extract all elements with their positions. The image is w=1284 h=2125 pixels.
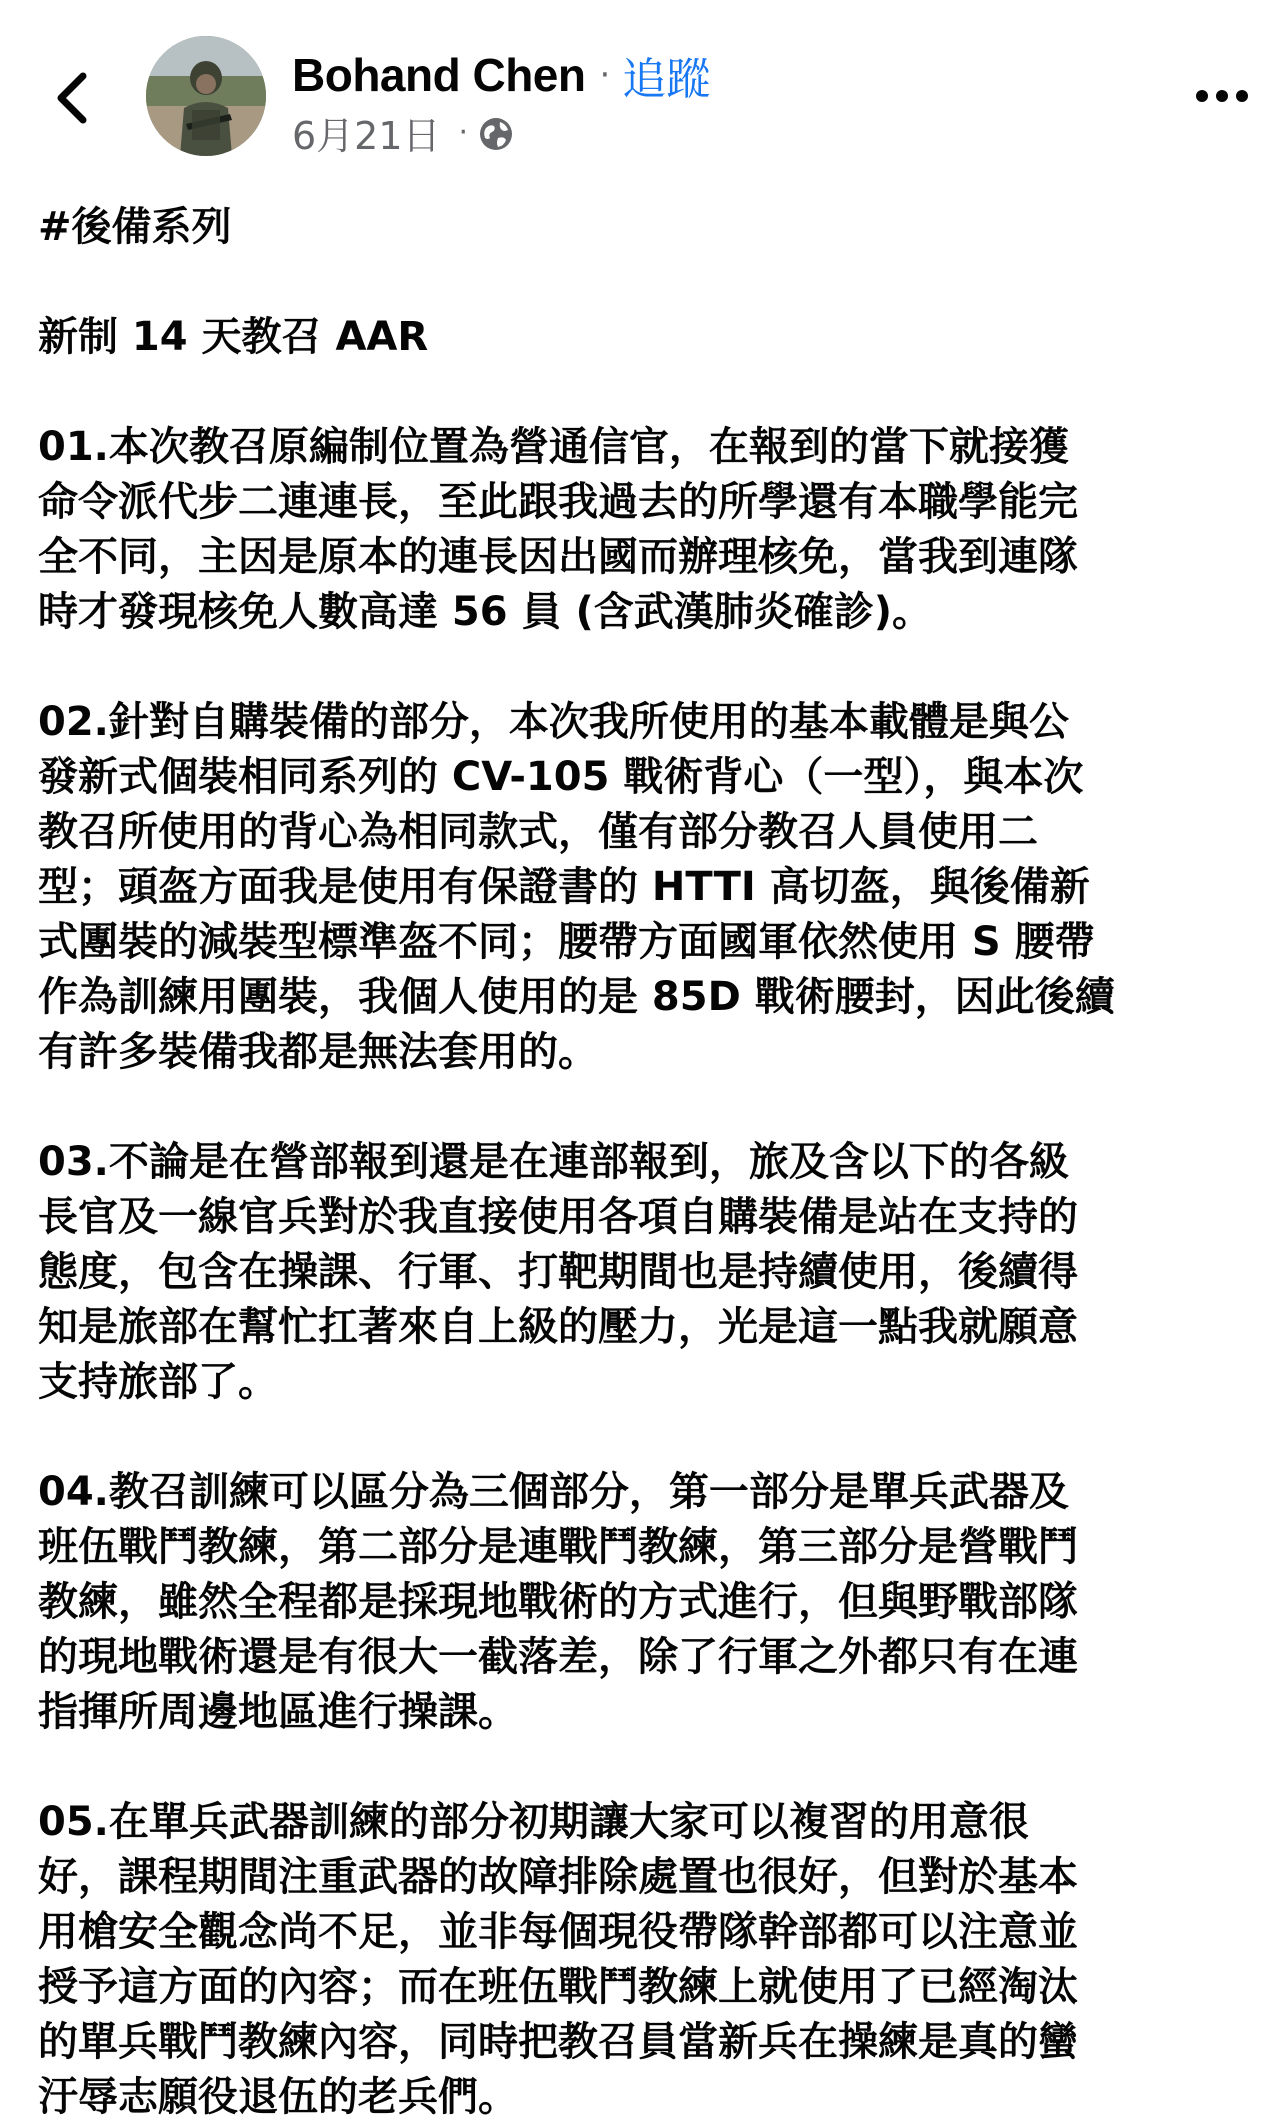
paragraph-line: 班伍戰鬥教練，第二部分是連戰鬥教練，第三部分是營戰鬥 [38, 1524, 1078, 1570]
paragraph-line: 教召所使用的背心為相同款式，僅有部分教召人員使用二 [38, 809, 1038, 855]
paragraph-line: 的單兵戰鬥教練內容，同時把教召員當新兵在操練是真的蠻 [38, 2019, 1078, 2065]
paragraph-gap [38, 1740, 1256, 1795]
paragraph-line: 全不同，主因是原本的連長因出國而辦理核免，當我到連隊 [38, 534, 1078, 580]
more-options-button[interactable] [1192, 76, 1252, 116]
author-row [292, 44, 710, 106]
paragraph-line: 03.不論是在營部報到還是在連部報到，旅及含以下的各級 [38, 1139, 1069, 1185]
post-body [38, 200, 1256, 2125]
paragraph-line: 有許多裝備我都是無法套用的。 [38, 1029, 598, 1075]
paragraph-line: 好，課程期間注重武器的故障排除處置也很好，但對於基本 [38, 1854, 1078, 1900]
paragraph-line: 01.本次教召原編制位置為營通信官，在報到的當下就接獲 [38, 424, 1069, 470]
paragraph-line: 發新式個裝相同系列的 CV-105 戰術背心（一型），與本次 [38, 754, 1084, 800]
paragraph-line: 式團裝的減裝型標準盔不同；腰帶方面國軍依然使用 S 腰帶 [38, 919, 1095, 965]
paragraph-01 [38, 420, 1256, 640]
globe-icon [478, 116, 514, 152]
post-header [0, 0, 1284, 190]
chevron-left-icon [55, 72, 89, 124]
name-separator: · [599, 55, 611, 95]
avatar[interactable] [146, 36, 266, 156]
follow-button[interactable]: 追蹤 [622, 54, 711, 105]
post-date[interactable]: 6月21日 [292, 113, 441, 158]
paragraph-line: 作為訓練用團裝，我個人使用的是 85D 戰術腰封，因此後續 [38, 974, 1115, 1020]
paragraph-02 [38, 695, 1256, 1080]
meta-separator: · [458, 114, 469, 150]
author-name[interactable]: Bohand Chen [292, 49, 586, 101]
more-horizontal-icon [1195, 89, 1249, 103]
paragraph-03 [38, 1135, 1256, 1410]
back-button[interactable] [46, 64, 98, 132]
paragraph-line: 知是旅部在幫忙扛著來自上級的壓力，光是這一點我就願意 [38, 1304, 1078, 1350]
paragraph-gap [38, 255, 1256, 310]
paragraph-line: 態度，包含在操課、行軍、打靶期間也是持續使用，後續得 [38, 1249, 1078, 1295]
paragraph-line: 指揮所周邊地區進行操課。 [38, 1689, 518, 1735]
paragraph-line: 時才發現核免人數高達 56 員 (含武漢肺炎確診)。 [38, 589, 933, 635]
paragraph-gap [38, 365, 1256, 420]
paragraph-line: 授予這方面的內容；而在班伍戰鬥教練上就使用了已經淘汰 [38, 1964, 1078, 2010]
paragraph-gap [38, 1080, 1256, 1135]
paragraph-line: 02.針對自購裝備的部分，本次我所使用的基本載體是與公 [38, 699, 1069, 745]
paragraph-05 [38, 1795, 1256, 2125]
post-hashtag[interactable]: #後備系列 [38, 204, 232, 250]
paragraph-line: 的現地戰術還是有很大一截落差，除了行軍之外都只有在連 [38, 1634, 1078, 1680]
post-title: 新制 14 天教召 AAR [38, 314, 429, 360]
paragraph-line: 用槍安全觀念尚不足，並非每個現役帶隊幹部都可以注意並 [38, 1909, 1078, 1955]
paragraph-gap [38, 1410, 1256, 1465]
paragraph-line: 長官及一線官兵對於我直接使用各項自購裝備是站在支持的 [38, 1194, 1078, 1240]
paragraph-line: 命令派代步二連連長，至此跟我過去的所學還有本職學能完 [38, 479, 1078, 525]
paragraph-line: 型；頭盔方面我是使用有保證書的 HTTI 高切盔，與後備新 [38, 864, 1090, 910]
post-meta [292, 106, 514, 158]
paragraph-line: 05.在單兵武器訓練的部分初期讓大家可以複習的用意很 [38, 1799, 1029, 1845]
paragraph-gap [38, 640, 1256, 695]
paragraph-line: 教練，雖然全程都是採現地戰術的方式進行，但與野戰部隊 [38, 1579, 1078, 1625]
paragraph-line: 汙辱志願役退伍的老兵們。 [38, 2074, 518, 2120]
paragraph-line: 04.教召訓練可以區分為三個部分，第一部分是單兵武器及 [38, 1469, 1069, 1515]
paragraph-04 [38, 1465, 1256, 1740]
paragraph-line: 支持旅部了。 [38, 1359, 278, 1405]
